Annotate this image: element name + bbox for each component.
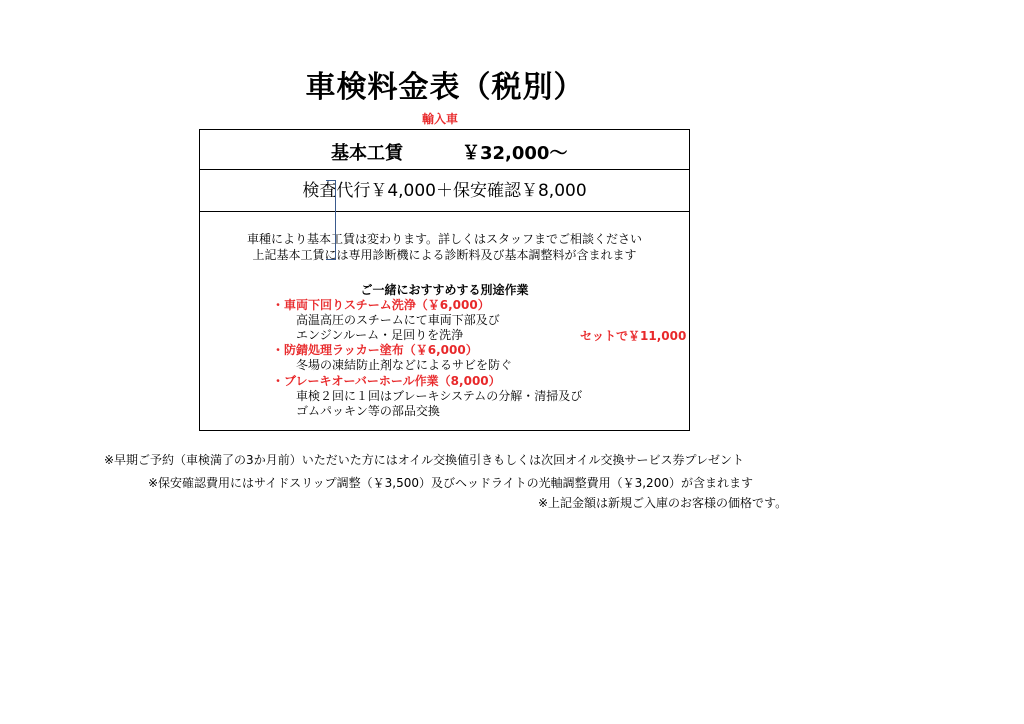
base-fee-label: 基本工賃 xyxy=(331,143,403,164)
base-fee-includes-note: 上記基本工賃には専用診断機による診断料及び基本調整料が含まれます xyxy=(252,248,637,262)
service-item-desc: ゴムパッキン等の部品交換 xyxy=(296,404,440,418)
footnote-new-customer: ※上記金額は新規ご入庫のお客様の価格です。 xyxy=(538,496,788,510)
price-table xyxy=(199,129,690,431)
service-item-title: ・車両下回りスチーム洗浄（￥6,000） xyxy=(272,298,490,312)
service-item-title: ・防錆処理ラッカー塗布（￥6,000） xyxy=(272,343,478,357)
set-bracket xyxy=(326,180,336,260)
service-item-desc: 冬場の凍結防止剤などによるサビを防ぐ xyxy=(296,358,513,372)
footnote-early-booking: ※早期ご予約（車検満了の3か月前）いただいた方にはオイル交換値引きもしくは次回オイル交換サービス券プレゼント xyxy=(104,453,745,467)
service-item-desc: エンジンルーム・足回りを洗浄 xyxy=(296,328,464,342)
set-price-label: セットで￥11,000 xyxy=(580,329,687,343)
recommended-services-heading: ご一緒におすすめする別途作業 xyxy=(360,283,529,297)
service-item-desc: 車検２回に１回はブレーキシステムの分解・清掃及び xyxy=(296,389,583,403)
footnote-safety-check: ※保安確認費用にはサイドスリップ調整（￥3,500）及びヘッドライトの光軸調整費用（￥3,200）が含まれます xyxy=(148,476,753,490)
details-area xyxy=(200,212,689,430)
service-item-desc: 高温高圧のスチームにて車両下部及び xyxy=(296,313,500,327)
base-fee-note: 車種により基本工賃は変わります。詳しくはスタッフまでご相談ください xyxy=(246,232,643,246)
base-fee-price: ￥32,000～ xyxy=(462,143,568,164)
page-title: 車検料金表（税別） xyxy=(305,70,585,105)
inspection-fee-row: 検査代行￥4,000＋保安確認￥8,000 xyxy=(200,170,689,212)
service-item-title: ・ブレーキオーバーホール作業（8,000） xyxy=(272,374,501,388)
vehicle-type-label: 輸入車 xyxy=(421,112,458,126)
base-fee-row xyxy=(200,130,689,170)
